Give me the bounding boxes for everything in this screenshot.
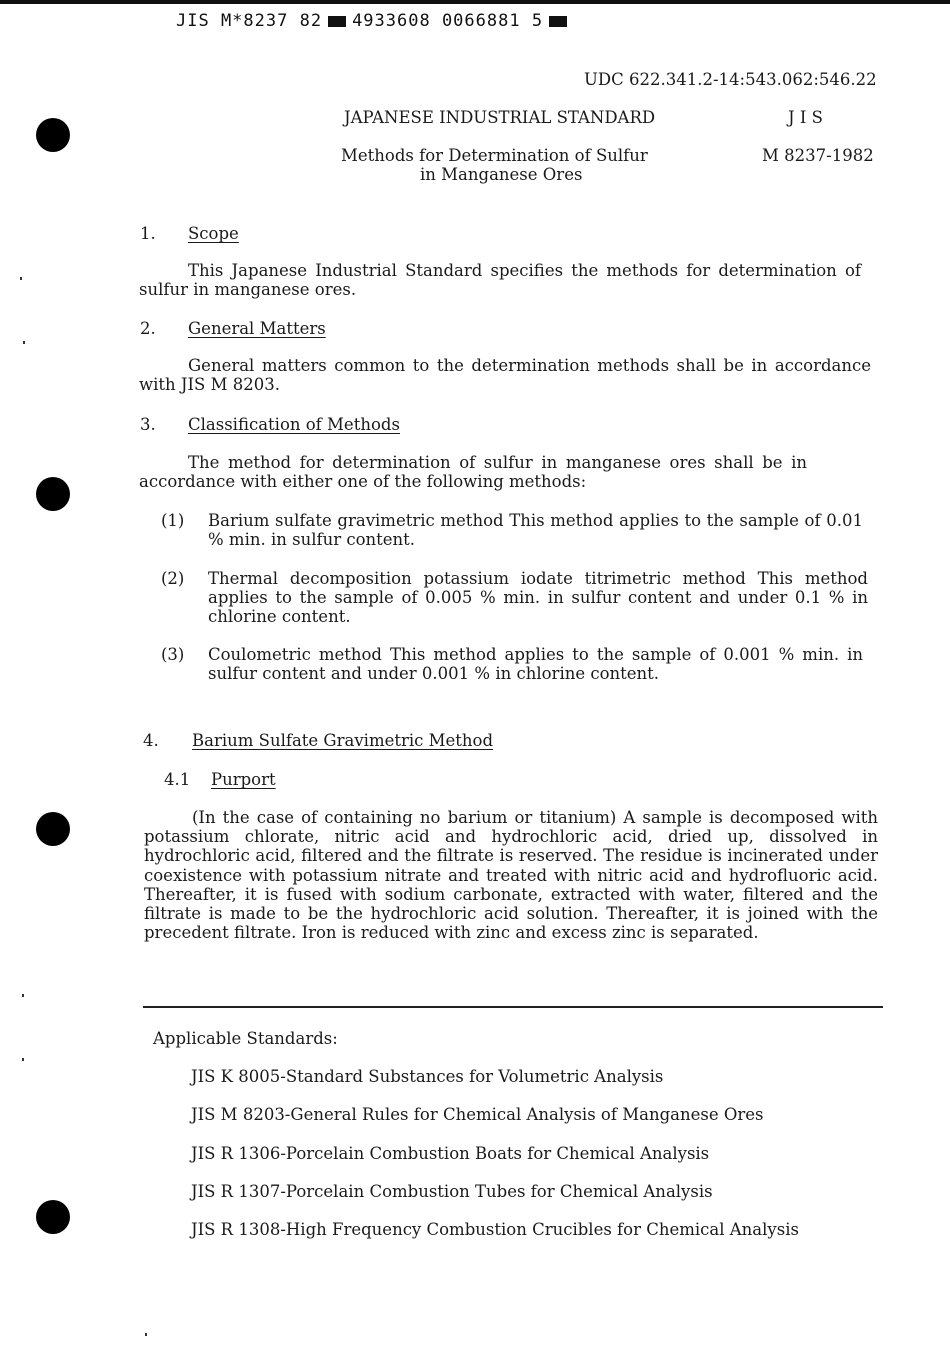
section-number: 4. — [143, 731, 159, 750]
method-item-text: Barium sulfate gravimetric method This method applies to the sample of 0.01 % min. in sulfur content. — [208, 511, 863, 550]
applicable-standard-item: JIS M 8203-General Rules for Chemical Analysis of Manganese Ores — [191, 1105, 764, 1124]
document-title-line1: Methods for Determination of Sulfur — [341, 146, 648, 165]
document-title-line2: in Manganese Ores — [420, 165, 583, 184]
method-item-text: Coulometric method This method applies to the sample of 0.001 % min. in sulfur content and under 0.001 % in chlorine content. — [208, 645, 863, 684]
section-title-barium-sulfate: Barium Sulfate Gravimetric Method — [192, 731, 494, 750]
header-code-middle: 4933608 0066881 5 — [352, 11, 544, 31]
standard-name: JAPANESE INDUSTRIAL STANDARD — [344, 108, 656, 127]
footnote-divider — [143, 1006, 883, 1008]
top-border-line — [0, 0, 950, 4]
scan-speck — [22, 994, 24, 997]
section-body-purport: (In the case of containing no barium or titanium) A sample is decomposed with potassium chlorate, nitric acid and hydrochloric acid, dried up, dissolved in hydrochloric acid, filtered and the filtrate is reserved. The residue is incinerated under coexistence with potassium nitrate and treated with nitric acid and hydrofluoric acid. Thereafter, it is fused with sodium carbonate, extracted with water, filtered and the filtrate is made to be the hydrochloric acid solution. Thereafter, it is joined with the precedent filtrate. Iron is reduced with zinc and excess zinc is separated. — [144, 808, 878, 943]
black-block-mark — [549, 16, 567, 27]
section-number: 1. — [140, 224, 156, 243]
section-body-general-matters: General matters common to the determination methods shall be in accordance with JIS M 8203. — [139, 356, 871, 395]
applicable-standard-item: JIS R 1307-Porcelain Combustion Tubes for Chemical Analysis — [191, 1182, 713, 1201]
section-title-general-matters: General Matters — [188, 319, 326, 338]
applicable-standard-item: JIS R 1308-High Frequency Combustion Crucibles for Chemical Analysis — [191, 1220, 799, 1239]
subsection-title-purport: Purport — [211, 770, 276, 789]
udc-number: UDC 622.341.2-14:543.062:546.22 — [584, 70, 877, 89]
applicable-standard-item: JIS R 1306-Porcelain Combustion Boats for Chemical Analysis — [191, 1144, 710, 1163]
scan-speck — [145, 1333, 147, 1336]
section-title-classification: Classification of Methods — [188, 415, 400, 434]
applicable-standards-heading: Applicable Standards: — [153, 1029, 338, 1048]
jis-mark: J I S — [788, 108, 823, 127]
applicable-standard-item: JIS K 8005-Standard Substances for Volumetric Analysis — [191, 1067, 664, 1086]
section-number: 3. — [140, 415, 156, 434]
header-code-left: JIS M*8237 82 — [176, 11, 323, 31]
punch-hole — [36, 1200, 70, 1234]
header-code — [176, 11, 573, 31]
scan-speck — [20, 277, 22, 280]
punch-hole — [36, 477, 70, 511]
scan-speck — [22, 1058, 24, 1061]
method-item-text: Thermal decomposition potassium iodate titrimetric method This method applies to the sample of 0.005 % min. in sulfur content and under 0.1 % in chlorine content. — [208, 569, 868, 627]
subsection-number: 4.1 — [164, 770, 191, 789]
method-item-number: (2) — [161, 569, 185, 588]
section-body-scope: This Japanese Industrial Standard specifies the methods for determination of sulfur in manganese ores. — [139, 261, 861, 300]
punch-hole — [36, 812, 70, 846]
punch-hole — [36, 118, 70, 152]
method-item-number: (1) — [161, 511, 185, 530]
black-block-mark — [328, 16, 346, 27]
scan-speck — [23, 341, 25, 344]
section-number: 2. — [140, 319, 156, 338]
section-body-classification: The method for determination of sulfur in manganese ores shall be in accordance with either one of the following methods: — [139, 453, 807, 492]
standard-number: M 8237-1982 — [762, 146, 874, 165]
method-item-number: (3) — [161, 645, 185, 664]
section-title-scope: Scope — [188, 224, 239, 243]
